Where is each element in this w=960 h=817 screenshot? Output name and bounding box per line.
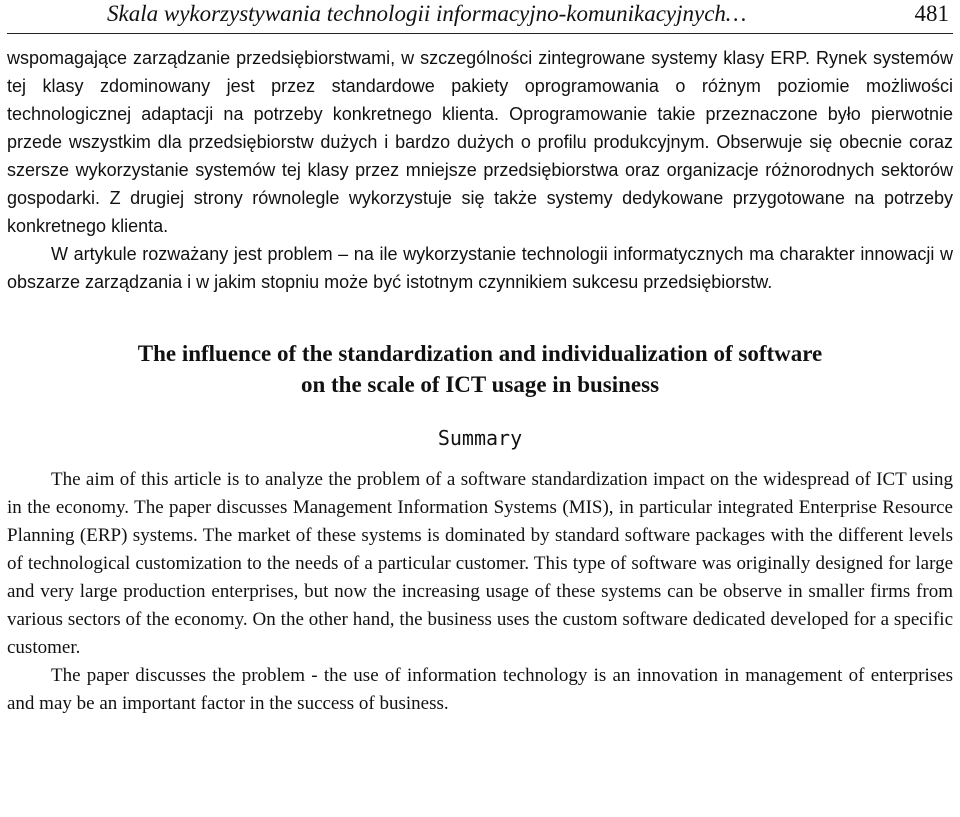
summary-title (7, 338, 953, 400)
summary-paragraph-1: The aim of this article is to analyze the problem of a software standardization impact on the widespread of ICT using in the economy. The paper discusses Management Information Systems (MIS), in particular integrated Enterprise Resource Planning (ERP) systems. The market of these systems is dominated by standard software packages with the different levels of technological customization to the needs of a particular customer. This type of software was originally designed for large and very large production enterprises, but now the increasing usage of these systems can be observe in smaller firms from various sectors of the economy. On the other hand, the business uses the custom software dedicated developed for a specific customer. (7, 469, 953, 658)
summary-title-line-1: The influence of the standardization and individualization of software (137, 341, 823, 366)
polish-body-text (7, 44, 953, 296)
polish-paragraph-2: W artykule rozważany jest problem – na ile wykorzystanie technologii informatycznych ma charakter innowacji w obszarze zarządzania i w jakim stopniu może być istotnym czynnikiem sukcesu przedsiębiorstw. (7, 244, 953, 292)
summary-body-text (7, 466, 953, 718)
running-header (7, 0, 953, 34)
running-title: Skala wykorzystywania technologii informacyjno-komunikacyjnych… (107, 1, 747, 26)
summary-heading: Summary (437, 426, 523, 450)
summary-title-line-2: on the scale of ICT usage in business (300, 372, 660, 397)
polish-paragraph-1: wspomagające zarządzanie przedsiębiorstwami, w szczególności zintegrowane systemy klasy ERP. Rynek systemów tej klasy zdominowany jest przez standardowe pakiety oprogramowania o różnym poziomie możliwości technologicznej adaptacji na potrzeby konkretnego klienta. Oprogramowanie takie przeznaczone było pierwotnie przede wszystkim dla przedsiębiorstw dużych i bardzo dużych o profilu produkcyjnym. Obserwuje się obecnie coraz szersze wykorzystanie systemów tej klasy przez mniejsze przedsiębiorstwa oraz organizacje różnorodnych sektorów gospodarki. Z drugiej strony równolegle wykorzystuje się także systemy dedykowane przygotowane na potrzeby konkretnego klienta. (7, 48, 953, 236)
summary-paragraph-2: The paper discusses the problem - the use of information technology is an innovation in management of enterprises and may be an important factor in the success of business. (7, 665, 953, 714)
page-number: 481 (914, 1, 949, 26)
english-summary-section (7, 338, 953, 718)
